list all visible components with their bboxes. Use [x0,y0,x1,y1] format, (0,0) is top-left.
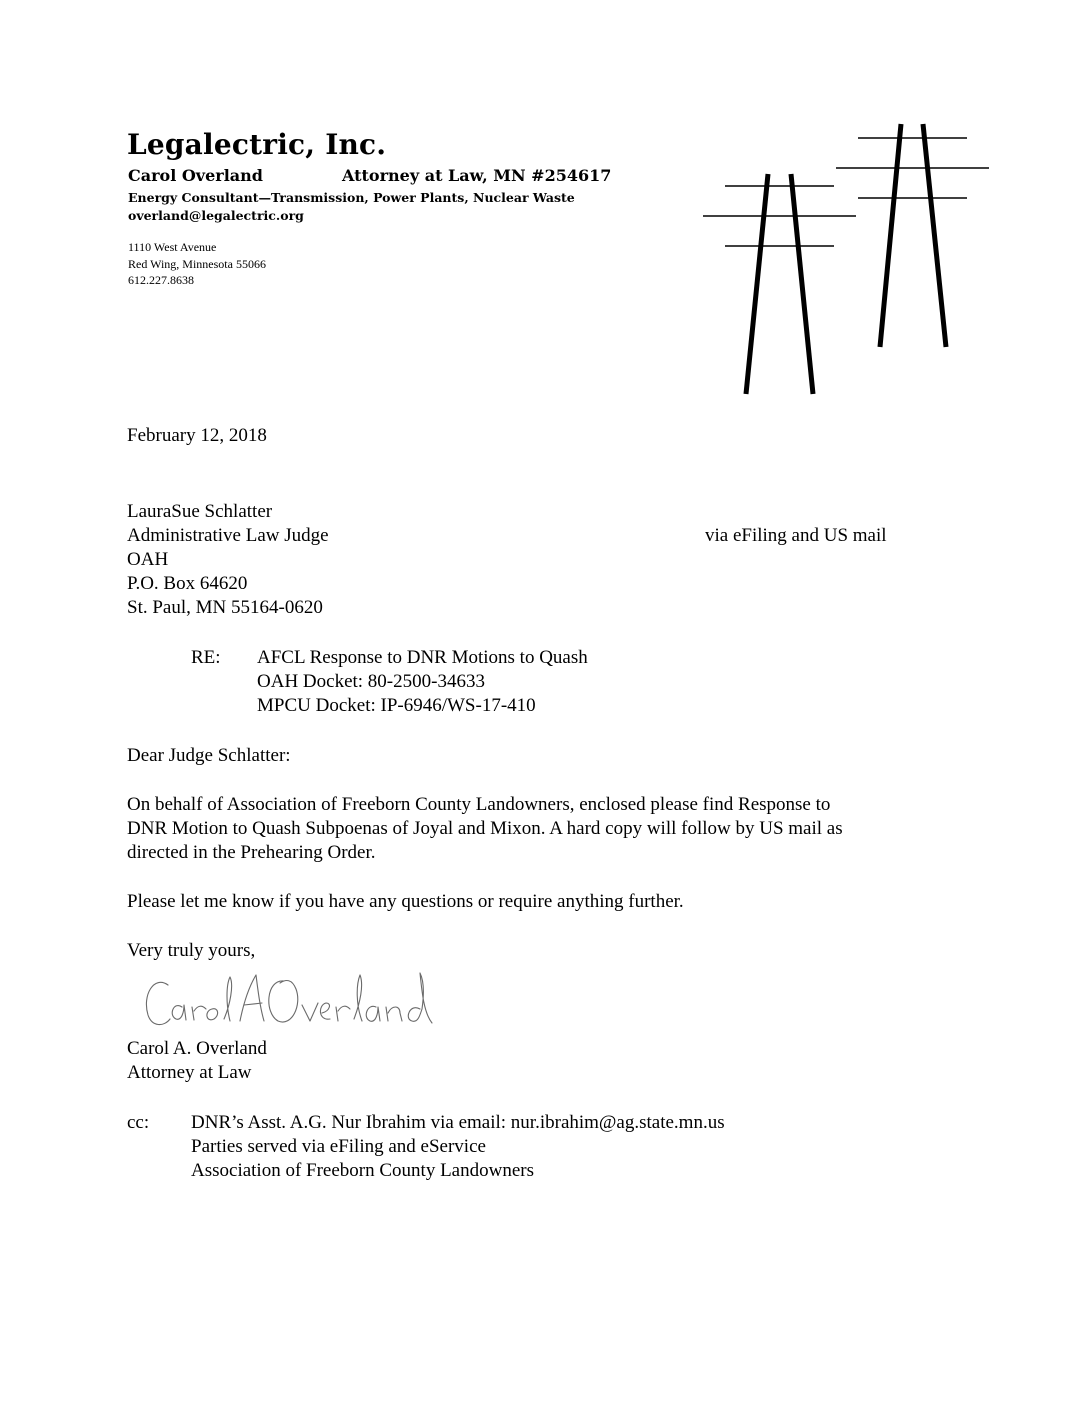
transmission-towers-logo [700,120,995,400]
handwritten-signature [140,965,440,1040]
recipient-po-box: P.O. Box 64620 [127,573,248,594]
street-address: 1110 West Avenue [128,240,217,254]
cc-label: cc: [127,1112,150,1133]
body-paragraph: Please let me know if you have any questions or require anything further. [127,891,684,912]
company-name: Legalectric, Inc. [127,128,387,161]
attorney-name: Carol Overland [128,166,263,185]
recipient-org: OAH [127,549,169,570]
signer-name: Carol A. Overland [127,1038,267,1059]
salutation: Dear Judge Schlatter: [127,745,291,766]
city-address: Red Wing, Minnesota 55066 [128,257,266,271]
consultant-line: Energy Consultant—Transmission, Power Plants, Nuclear Waste [128,190,575,205]
re-mpcu-docket: MPCU Docket: IP-6946/WS-17-410 [257,695,536,716]
delivery-method: via eFiling and US mail [705,525,887,546]
recipient-title: Administrative Law Judge [127,525,329,546]
recipient-city: St. Paul, MN 55164-0620 [127,597,323,618]
re-oah-docket: OAH Docket: 80-2500-34633 [257,671,485,692]
cc-recipient: DNR’s Asst. A.G. Nur Ibrahim via email: nur.ibrahim@ag.state.mn.us [191,1112,725,1133]
cc-recipient: Parties served via eFiling and eService [191,1136,486,1157]
letter-date: February 12, 2018 [127,425,267,446]
re-subject: AFCL Response to DNR Motions to Quash [257,647,588,668]
phone-number: 612.227.8638 [128,273,194,287]
re-label: RE: [191,647,221,668]
attorney-title: Attorney at Law, MN #254617 [342,166,612,185]
body-paragraph-line: directed in the Prehearing Order. [127,842,376,863]
email-address: overland@legalectric.org [128,208,304,223]
closing: Very truly yours, [127,940,256,961]
body-paragraph-line: On behalf of Association of Freeborn County Landowners, enclosed please find Response to [127,794,831,815]
recipient-name: LauraSue Schlatter [127,501,273,522]
body-paragraph-line: DNR Motion to Quash Subpoenas of Joyal and Mixon. A hard copy will follow by US mail as [127,818,843,839]
signer-title: Attorney at Law [127,1062,252,1083]
cc-recipient: Association of Freeborn County Landowners [191,1160,534,1181]
